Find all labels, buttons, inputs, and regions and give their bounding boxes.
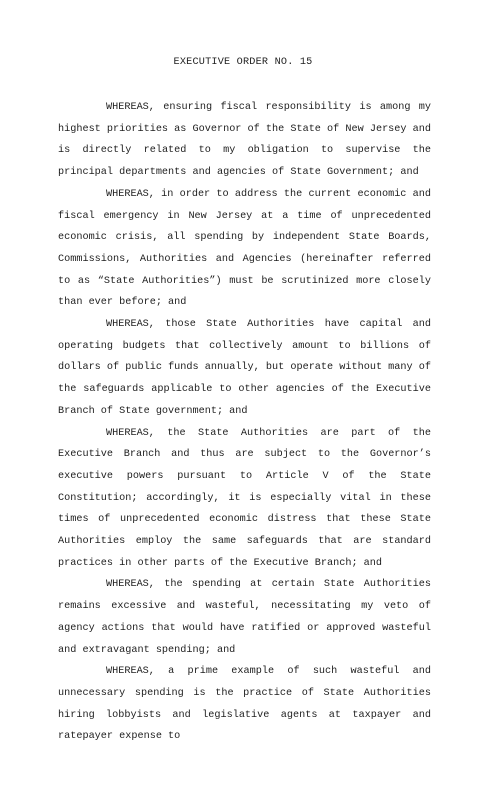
document-body	[58, 97, 431, 748]
whereas-paragraph-6: WHEREAS, a prime example of such wasteful and unnecessary spending is the practice of State Authorities hiring lobbyists and legislative agents at taxpayer and ratepayer expense to	[58, 666, 431, 743]
document-title: EXECUTIVE ORDER NO. 15	[173, 57, 313, 68]
whereas-paragraph-1: WHEREAS, ensuring fiscal responsibility is among my highest priorities as Governor of the State of New Jersey and is directly related to my obligation to supervise the principal departments and agencies of State Government; and	[58, 102, 431, 179]
whereas-paragraph-5: WHEREAS, the spending at certain State Authorities remains excessive and wasteful, necessitating my veto of agency actions that would have ratified or approved wasteful and extravagant spending; and	[58, 579, 431, 656]
whereas-paragraph-4: WHEREAS, the State Authorities are part of the Executive Branch and thus are subject to the Governor’s executive powers pursuant to Article V of the State Constitution; accordingly, it is especially vital in these times of unprecedented economic distress that these State Authorities employ the same safeguards that are standard practices in other parts of the Executive Branch; and	[58, 427, 431, 569]
whereas-paragraph-2: WHEREAS, in order to address the current economic and fiscal emergency in New Jersey at a time of unprecedented economic crisis, all spending by independent State Boards, Commissions, Authorities and Agencies (hereinafter referred to as “State Authorities”) must be scrutinized more closely than ever before; and	[58, 188, 431, 309]
whereas-paragraph-3: WHEREAS, those State Authorities have capital and operating budgets that collectively amount to billions of dollars of public funds annually, but operate without many of the safeguards applicable to other agencies of the Executive Branch of State government; and	[58, 319, 431, 417]
